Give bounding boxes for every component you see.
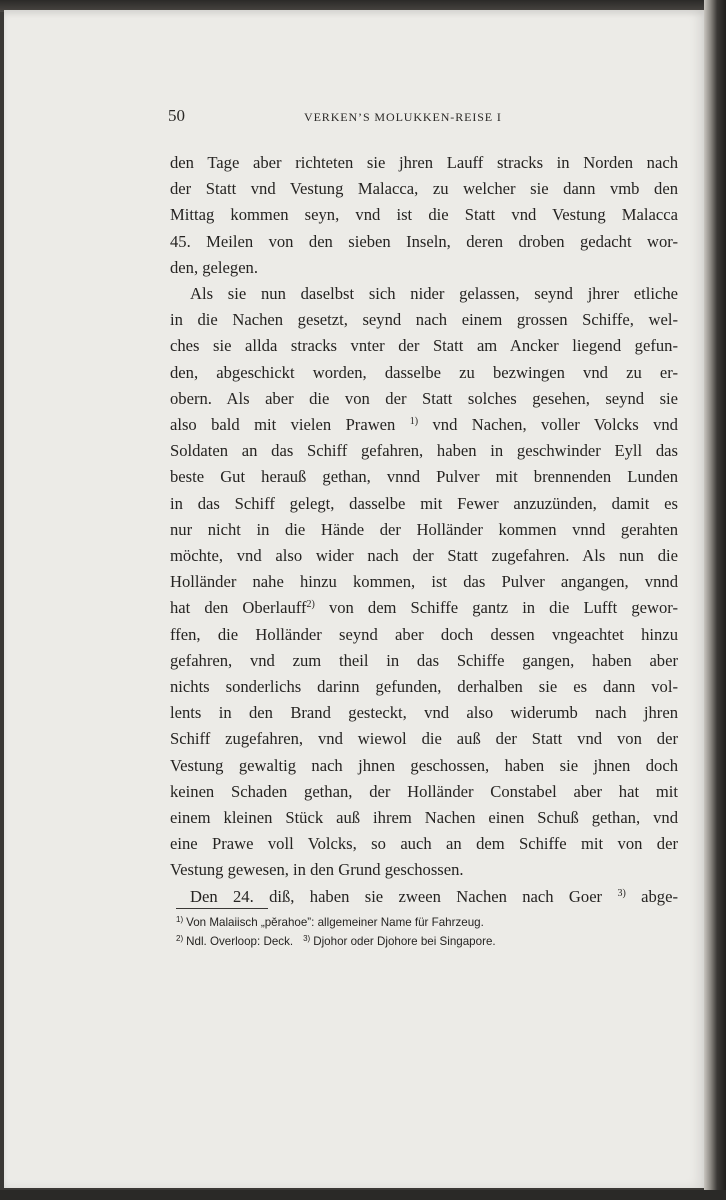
text-segment: also bald mit vielen Prawen (170, 415, 396, 435)
scan-edge-right (704, 0, 726, 1200)
text-line: möchte, vnd also wider nach der Statt zugefahren. Als nun die (170, 546, 678, 566)
text-line (170, 412, 678, 438)
text-segment: Den 24. diß, haben sie zween Nachen nach Goer (190, 886, 603, 906)
text-line: gefahren, vnd zum theil in das Schiffe gangen, haben aber (170, 650, 678, 670)
footnote-text: Djohor oder Djohore bei Singapore. (313, 935, 496, 948)
text-segment: hat den Oberlauff (170, 598, 307, 618)
text-segment: vnd Nachen, voller Volcks vnd (432, 415, 678, 435)
text-line: der Statt vnd Vestung Malacca, zu welcher sie dann vmb den (170, 179, 678, 199)
page-header (168, 104, 682, 128)
text-line: nichts sonderlichs darinn gefunden, derhalben sie es dann vol- (170, 677, 678, 697)
text-line: ffen, die Holländer seynd aber doch dessen vngeachtet hinzu (170, 624, 678, 644)
text-line: in die Nachen gesetzt, seynd nach einem grossen Schiffe, wel- (170, 310, 678, 330)
text-line: Vestung gewaltig nach jhnen geschossen, haben sie jhnen doch (170, 755, 678, 775)
footnote-ref-1: 1) (409, 416, 419, 428)
text-segment: von dem Schiffe gantz in die Lufft gewor- (328, 598, 678, 618)
text-line: den, gelegen. (170, 257, 259, 277)
text-line: Mittag kommen seyn, vnd ist die Statt vnd Vestung Malacca (170, 205, 678, 225)
footnote-divider (176, 908, 268, 909)
footnote-1 (176, 913, 656, 932)
text-line: ches sie allda stracks vnter der Statt am Ancker liegend gefun- (170, 336, 678, 356)
footnote-mark: 1) (176, 915, 184, 924)
text-line: 45. Meilen von den sieben Inseln, deren droben gedacht wor- (170, 231, 678, 251)
scan-edge-bottom (0, 1190, 726, 1200)
footnote-mark: 3) (303, 934, 311, 943)
footnote-text: Von Malaiisch „pĕrahoe”: allgemeiner Name für Fahrzeug. (186, 916, 484, 929)
text-line: lents in den Brand gesteckt, vnd also widerumb nach jhren (170, 703, 678, 723)
text-segment: abge- (641, 886, 678, 906)
body-text (170, 150, 678, 910)
text-line: Schiff zugefahren, vnd wiewol die auß der Statt vnd von der (170, 729, 678, 749)
text-line: eine Prawe voll Volcks, so auch an dem Schiffe mit von der (170, 834, 678, 854)
text-line: einem kleinen Stück auß ihrem Nachen einen Schuß gethan, vnd (170, 808, 678, 828)
text-line: Als sie nun daselbst sich nider gelassen, seynd jhrer etliche (190, 284, 678, 304)
footnotes (176, 913, 656, 951)
footnote-2-3 (176, 932, 656, 951)
footnote-ref-3: 3) (617, 887, 626, 899)
text-line: Vestung gewesen, in den Grund geschossen. (170, 860, 464, 880)
text-line: Soldaten an das Schiff gefahren, haben in geschwinder Eyll das (170, 441, 678, 461)
text-line: beste Gut herauß gethan, vnnd Pulver mit brennenden Lunden (170, 467, 678, 487)
text-line: keinen Schaden gethan, der Holländer Constabel aber hat mit (170, 781, 678, 801)
footnote-text: Ndl. Overloop: Deck. (186, 935, 294, 948)
text-line (170, 884, 678, 910)
text-line: den Tage aber richteten sie jhren Lauff stracks in Norden nach (170, 153, 678, 172)
text-line: Holländer nahe hinzu kommen, ist das Pulver angangen, vnnd (170, 572, 678, 592)
text-line: obern. Als aber die von der Statt solches gesehen, seynd sie (170, 388, 678, 408)
footnote-ref-2: 2) (306, 599, 315, 611)
text-line: nur nicht in die Hände der Holländer kommen vnnd gerahten (170, 519, 678, 539)
text-line: den, abgeschickt worden, dasselbe zu bezwingen vnd zu er- (170, 362, 678, 382)
running-title: VERKEN’S MOLUKKEN-REISE I (304, 110, 502, 124)
text-line: in das Schiff gelegt, dasselbe mit Fewer anzuzünden, damit es (170, 493, 678, 513)
page-number: 50 (168, 106, 185, 125)
footnote-mark: 2) (176, 934, 184, 943)
text-line (170, 595, 678, 621)
